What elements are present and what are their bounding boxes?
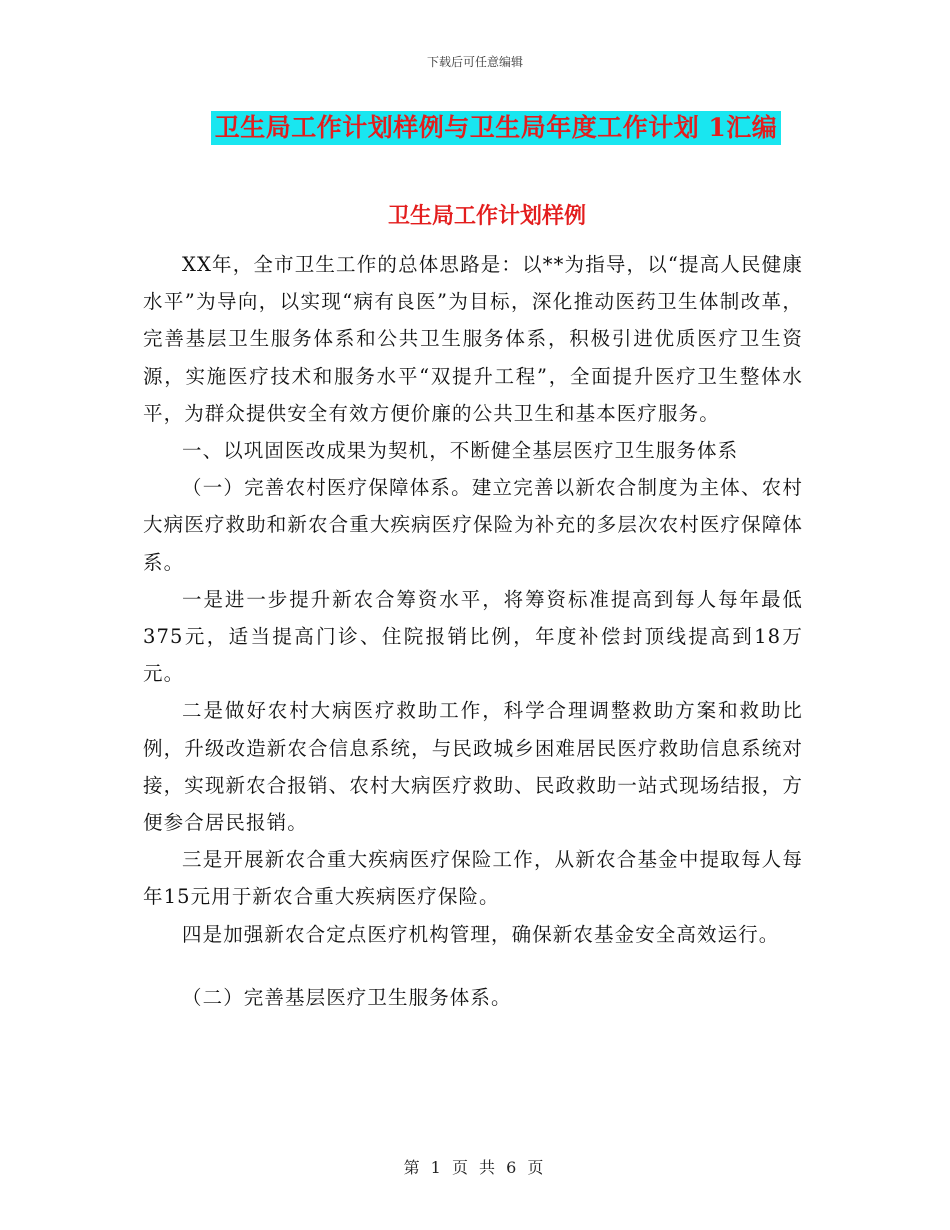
paragraph-heading-1: 一、以巩固医改成果为契机，不断健全基层医疗卫生服务体系 (182, 439, 739, 463)
section-title: 卫生局工作计划样例 (387, 203, 586, 229)
document-title-container (0, 111, 950, 145)
document-body (143, 246, 803, 1016)
paragraph-overview: XX年，全市卫生工作的总体思路是：以**为指导，以“提高人民健康水平”为导向，以实现“病有良医”为目标，深化推动医药卫生体制改革，完善基层卫生服务体系和公共卫生服务体系，积极引进优质医疗卫生资源，实施医疗技术和服务水平“双提升工程”，全面提升医疗卫生整体水平，为群众提供安全有效方便价廉的公共卫生和基本医疗服务。 (143, 253, 803, 425)
paragraph-item-3: 三是开展新农合重大疾病医疗保险工作，从新农合基金中提取每人每年15元用于新农合重大疾病医疗保险。 (143, 848, 803, 909)
page-number: 第 1 页 共 6 页 (403, 1158, 547, 1177)
header-note: 下载后可任意编辑 (426, 55, 523, 69)
document-title: 卫生局工作计划样例与卫生局年度工作计划 1汇编 (211, 111, 782, 145)
paragraph-subheading-2: （二）完善基层医疗卫生服务体系。 (182, 985, 512, 1009)
paragraph-item-1: 一是进一步提升新农合筹资水平，将筹资标准提高到每人每年最低375元，适当提高门诊、住院报销比例，年度补偿封顶线提高到18万元。 (143, 587, 803, 686)
paragraph-subheading-1: （一）完善农村医疗保障体系。建立完善以新农合制度为主体、农村大病医疗救助和新农合重大疾病医疗保险为补充的多层次农村医疗保障体系。 (143, 476, 803, 574)
paragraph-item-4: 四是加强新农合定点医疗机构管理，确保新农基金安全高效运行。 (182, 922, 780, 946)
paragraph-item-2: 二是做好农村大病医疗救助工作，科学合理调整救助方案和救助比例，升级改造新农合信息系统，与民政城乡困难居民医疗救助信息系统对接，实现新农合报销、农村大病医疗救助、民政救助一站式现场结报，方便参合居民报销。 (143, 699, 803, 835)
